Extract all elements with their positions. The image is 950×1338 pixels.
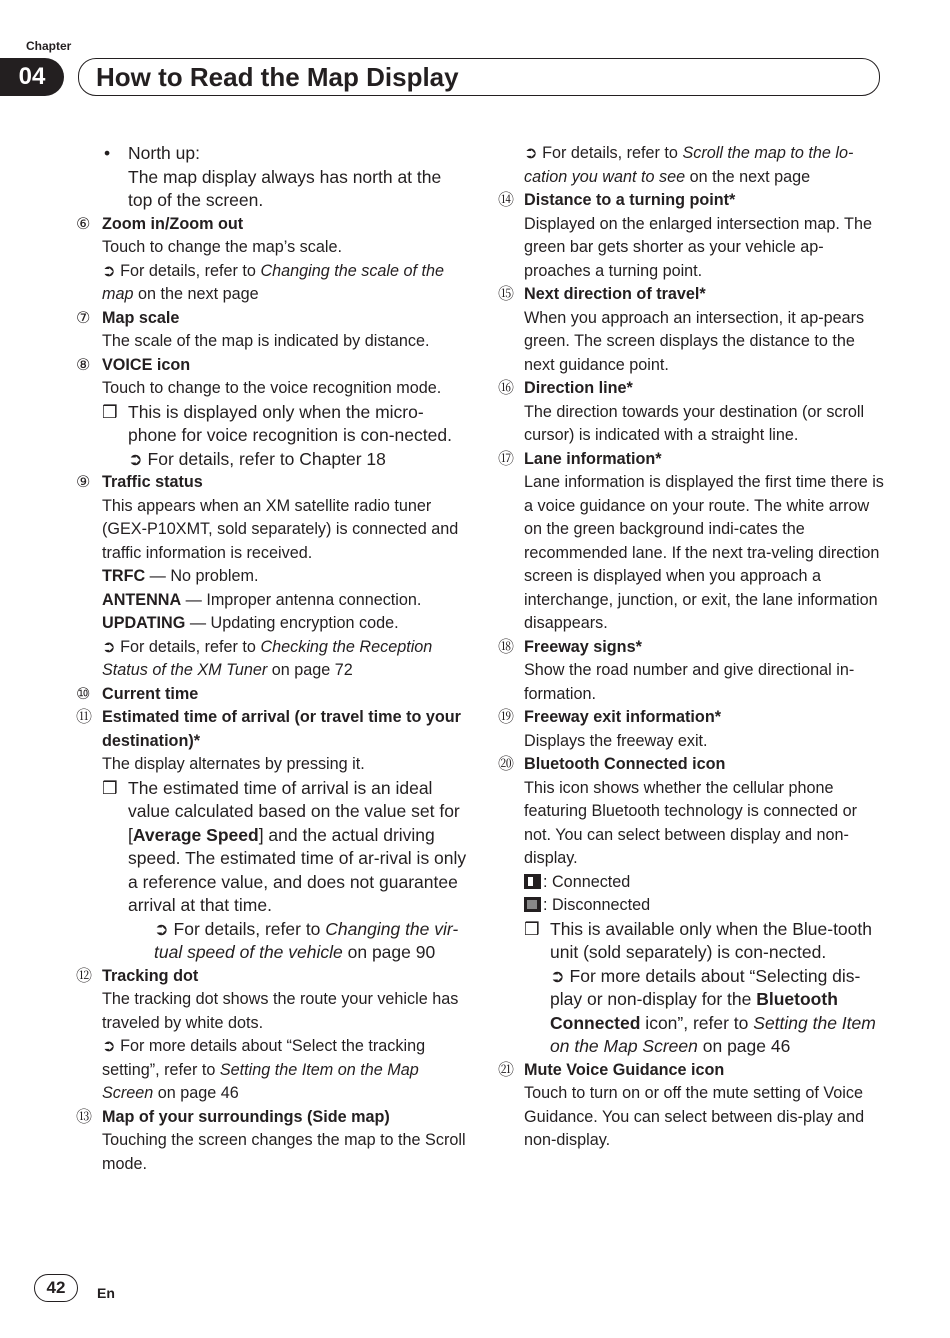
status-term: TRFC	[102, 567, 146, 585]
item-body: Touch to turn on or off the mute setting of Voice Guidance. You can select between dis-play and non-display.	[524, 1084, 865, 1149]
item-heading: VOICE icon	[102, 355, 191, 374]
reference-link: Setting the Item on the Map Screen	[102, 1060, 419, 1102]
reference-arrow-icon: ➲	[154, 918, 169, 939]
bluetooth-disconnected-icon	[524, 897, 541, 912]
item-body: The display alternates by pressing it.	[102, 755, 365, 773]
item-body: Displays the freeway exit.	[524, 731, 708, 750]
page-number: 42	[34, 1274, 78, 1302]
item-number: ⑱	[498, 638, 515, 656]
page-title: How to Read the Map Display	[96, 62, 459, 92]
reference-arrow-icon: ➲	[102, 1037, 116, 1055]
bluetooth-connected-icon	[524, 874, 541, 889]
item-body: The scale of the map is indicated by distance.	[102, 332, 430, 350]
item-note	[102, 401, 472, 472]
item-body: Displayed on the enlarged intersection map. The green bar gets shorter as your vehicle ap-proaches a turning point.	[524, 214, 872, 280]
reference-arrow-icon: ➲	[524, 144, 538, 162]
item-current-time	[72, 683, 472, 707]
item-heading: Direction line*	[524, 379, 633, 397]
item-body: The direction towards your destination (or scroll cursor) is indicated with a straight line.	[524, 402, 865, 444]
item-number: ㉑	[498, 1061, 515, 1079]
item-body: When you approach an intersection, it ap-pears green. The screen displays the distance to the next guidance point.	[524, 308, 865, 374]
item-number: ⑬	[76, 1108, 93, 1126]
chapter-number: 04	[0, 58, 64, 96]
item-heading: Map scale	[102, 308, 180, 327]
reference-page: on the next page	[685, 167, 811, 186]
item-side-map	[72, 1106, 472, 1177]
item-number: ⑦	[76, 309, 91, 327]
item-number: ⑪	[76, 709, 93, 726]
chapter-label: Chapter	[26, 39, 72, 53]
continued-reference	[494, 142, 886, 189]
reference-link: Scroll the map to the lo-cation you want to see	[524, 144, 854, 186]
item-reference	[102, 260, 472, 307]
reference-page: on page 46	[153, 1084, 239, 1102]
item-lane-information	[494, 448, 886, 636]
reference-text: For more details about “Select the tracking setting”, refer to	[102, 1037, 426, 1079]
item-body: This icon shows whether the cellular phone featuring Bluetooth technology is connected or not. You can select between display and non-display.	[524, 778, 857, 867]
note-setting-name: Average Speed	[132, 824, 259, 845]
item-reference	[102, 1035, 472, 1106]
item-number: ⑯	[498, 380, 515, 397]
item-bluetooth-connected	[494, 753, 886, 1059]
item-heading: Zoom in/Zoom out	[102, 214, 244, 233]
north-up-desc-1: The map display always has north at the	[128, 166, 442, 187]
bluetooth-disconnected-row	[524, 894, 886, 918]
reference-text: For details, refer to	[120, 261, 261, 280]
note-reference	[550, 965, 886, 1059]
item-freeway-exit	[494, 706, 886, 753]
item-number: ⑮	[498, 286, 515, 303]
note-text: ] and the actual driving speed. The estimated time of ar-rival is only a reference value, and does not guarantee arrival at that time.	[128, 824, 467, 915]
item-body: Lane information is displayed the first time there is a voice guidance on your route. The white arrow on the green background indi-cates the recommended lane. If the next tra-veling direction screen is displayed when you approach a interchange, junction, or exit, the lane information disappears.	[524, 473, 884, 632]
note-checkbox-icon: ❒	[524, 918, 540, 939]
item-voice-icon	[72, 354, 472, 472]
item-note	[524, 918, 886, 1059]
bluetooth-disconnected-label: : Disconnected	[543, 896, 651, 914]
status-term: ANTENNA	[102, 590, 182, 609]
item-number: ⑳	[498, 756, 515, 773]
note-reference	[128, 448, 472, 472]
item-number: ⑫	[76, 967, 93, 985]
item-next-direction	[494, 283, 886, 377]
reference-text: For details, refer to	[173, 918, 326, 939]
item-heading: Freeway exit information*	[524, 708, 722, 726]
left-column	[72, 142, 472, 1176]
reference-arrow-icon: ➲	[550, 965, 565, 986]
language-label: En	[97, 1285, 115, 1301]
reference-arrow-icon: ➲	[102, 261, 116, 280]
item-number: ⑭	[498, 192, 515, 209]
item-number: ⑥	[76, 215, 91, 233]
item-body: The tracking dot shows the route your vehicle has traveled by white dots.	[102, 990, 459, 1032]
reference-text: For details, refer to Chapter 18	[147, 448, 386, 469]
item-heading: Estimated time of arrival (or travel time to your destination)*	[102, 708, 461, 750]
item-traffic-status	[72, 471, 472, 683]
status-term: UPDATING	[102, 614, 186, 632]
item-zoom	[72, 213, 472, 307]
bullet-icon: •	[104, 143, 111, 163]
item-number: ⑧	[76, 356, 91, 374]
reference-text: For more details about “Selecting dis-play or non-display for the	[550, 965, 861, 1009]
item-heading: Map of your surroundings (Side map)	[102, 1107, 390, 1126]
note-text: The estimated time of arrival is an ideal value calculated based on the value set for [	[128, 777, 460, 845]
item-number: ⑰	[498, 450, 515, 468]
right-column	[494, 142, 886, 1153]
item-body: This appears when an XM satellite radio tuner (GEX-P10XMT, sold separately) is connected and traffic information is received.	[102, 496, 459, 562]
reference-page: on page 90	[342, 942, 436, 962]
item-heading: Lane information*	[524, 449, 662, 468]
status-row	[102, 612, 472, 636]
north-up-desc-2: top of the screen.	[128, 190, 264, 210]
item-mute-voice-guidance	[494, 1059, 886, 1153]
bluetooth-connected-row	[524, 871, 886, 895]
item-body: Touching the screen changes the map to the Scroll mode.	[102, 1131, 466, 1173]
item-number: ⑨	[76, 474, 91, 491]
reference-page: on the next page	[133, 285, 259, 303]
status-desc: — No problem.	[145, 567, 259, 585]
item-heading: Traffic status	[102, 473, 203, 491]
reference-page: on page 46	[697, 1036, 791, 1056]
bluetooth-connected-label: : Connected	[543, 872, 631, 891]
reference-setting-name: Bluetooth Connected	[550, 989, 838, 1033]
note-text: This is displayed only when the micro-phone for voice recognition is con-nected.	[128, 401, 452, 445]
note-text: This is available only when the Blue-tooth unit (sold separately) is con-nected.	[550, 918, 872, 962]
item-heading: Freeway signs*	[524, 637, 642, 656]
item-reference	[102, 636, 472, 683]
reference-text: icon”, refer to	[640, 1012, 754, 1033]
reference-arrow-icon: ➲	[102, 637, 116, 656]
status-desc: — Updating encryption code.	[185, 614, 399, 632]
reference-text: For details, refer to	[542, 144, 683, 162]
item-heading: Mute Voice Guidance icon	[524, 1060, 725, 1079]
reference-link: Changing the scale of the map	[102, 261, 445, 303]
item-number: ⑩	[76, 685, 91, 703]
reference-page: on page 72	[267, 661, 353, 679]
note-reference	[128, 918, 472, 965]
item-heading: Distance to a turning point*	[524, 191, 736, 209]
item-eta	[72, 706, 472, 965]
reference-link: Changing the vir-tual speed of the vehicle	[154, 918, 459, 962]
item-heading: Tracking dot	[102, 966, 199, 985]
status-desc: — Improper antenna connection.	[181, 590, 422, 609]
item-body: Show the road number and give directional in-formation.	[524, 661, 855, 703]
note-checkbox-icon: ❒	[102, 401, 118, 422]
item-freeway-signs	[494, 636, 886, 707]
status-row	[102, 589, 472, 613]
item-map-scale	[72, 307, 472, 354]
north-up-label: North up:	[128, 143, 200, 163]
reference-text: For details, refer to	[120, 637, 261, 656]
north-up-bullet	[72, 142, 472, 166]
item-number: ⑲	[498, 709, 515, 726]
item-heading: Current time	[102, 684, 199, 703]
item-heading: Next direction of travel*	[524, 285, 706, 303]
item-note	[102, 777, 472, 965]
item-distance-turning-point	[494, 189, 886, 283]
reference-link: Checking the Reception Status of the XM Tuner	[102, 637, 433, 679]
reference-arrow-icon: ➲	[128, 448, 143, 469]
item-direction-line	[494, 377, 886, 448]
item-heading: Bluetooth Connected icon	[524, 755, 726, 773]
status-row	[102, 565, 472, 589]
reference-link: Setting the Item on the Map Screen	[550, 1012, 876, 1056]
item-tracking-dot	[72, 965, 472, 1106]
item-body: Touch to change the map’s scale.	[102, 238, 342, 256]
item-body: Touch to change to the voice recognition mode.	[102, 379, 442, 397]
note-checkbox-icon: ❒	[102, 777, 118, 798]
